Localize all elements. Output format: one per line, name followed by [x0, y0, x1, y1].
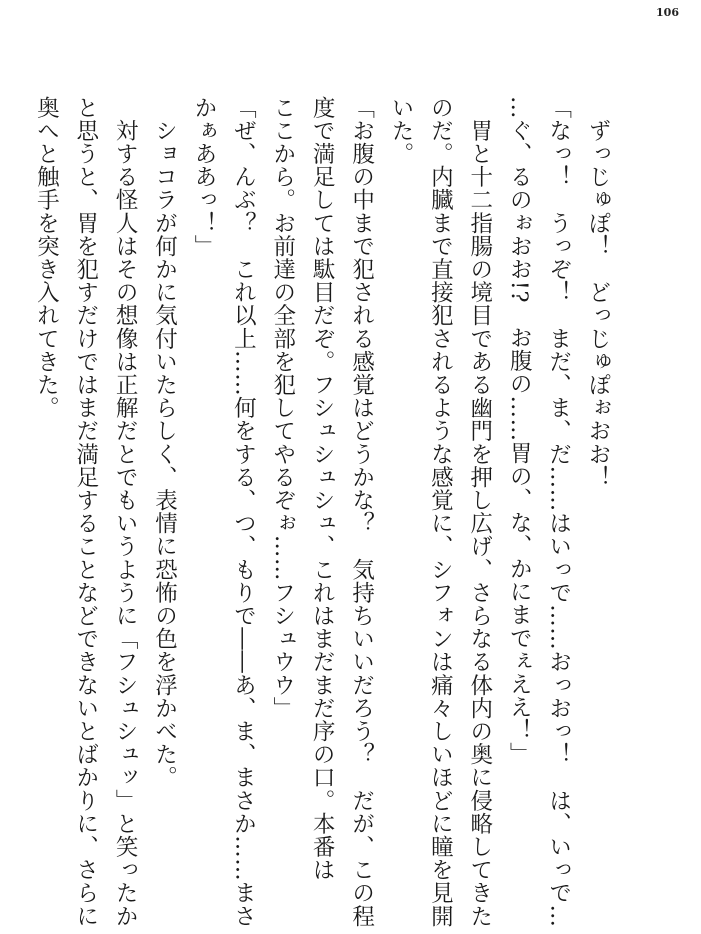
text-line: ここから。お前達の全部を犯してやるぞぉ……フシュウウ」 [269, 96, 296, 720]
text-line: 奥へと触手を突き入れてきた。 [33, 96, 60, 420]
text-line: 対する怪人はその想像は正解だとでもいうように「フシュシュッ」と笑ったか [112, 96, 139, 928]
text-line: 「ぜ、んぶ？ これ以上……何をする、つ、もりで――あ、ま、まさか……まさ [230, 96, 257, 928]
text-line: 「お腹の中まで犯される感覚はどうかな？ 気持ちいいだろう？ だが、この程 [348, 96, 375, 928]
text-line: ショコラが何かに気付いたらしく、表情に恐怖の色を浮かべた。 [151, 96, 178, 789]
text-line: …ぐ、るのぉおお!? お腹の……胃の、な、かにまでぇええ！」 [506, 96, 533, 766]
text-line: かぁああっ！」 [190, 96, 217, 258]
text-line: のだ。内臓まで直接犯されるような感覚に、シフォンは痛々しいほどに瞳を見開 [427, 96, 454, 928]
text-line: ずっじゅぽ！ どっじゅぽぉおお！ [585, 96, 611, 489]
text-line: 「なっ！ うっぞ！ まだ、ま、だ……はいっで……おっおっ！ は、いっで… [545, 96, 572, 928]
novel-text-column [33, 96, 617, 928]
text-line: 度で満足しては駄目だぞ。フシュシュシュ、これはまだまだ序の口。本番は [309, 96, 336, 882]
text-line: いた。 [387, 96, 414, 166]
text-line: と思うと、胃を犯すだけではまだ満足することなどできないとばかりに、さらに [72, 96, 99, 928]
page-number: 106 [656, 6, 679, 19]
text-line: 胃と十二指腸の境目である幽門を押し広げ、さらなる体内の奥に侵略してきた [466, 96, 493, 928]
